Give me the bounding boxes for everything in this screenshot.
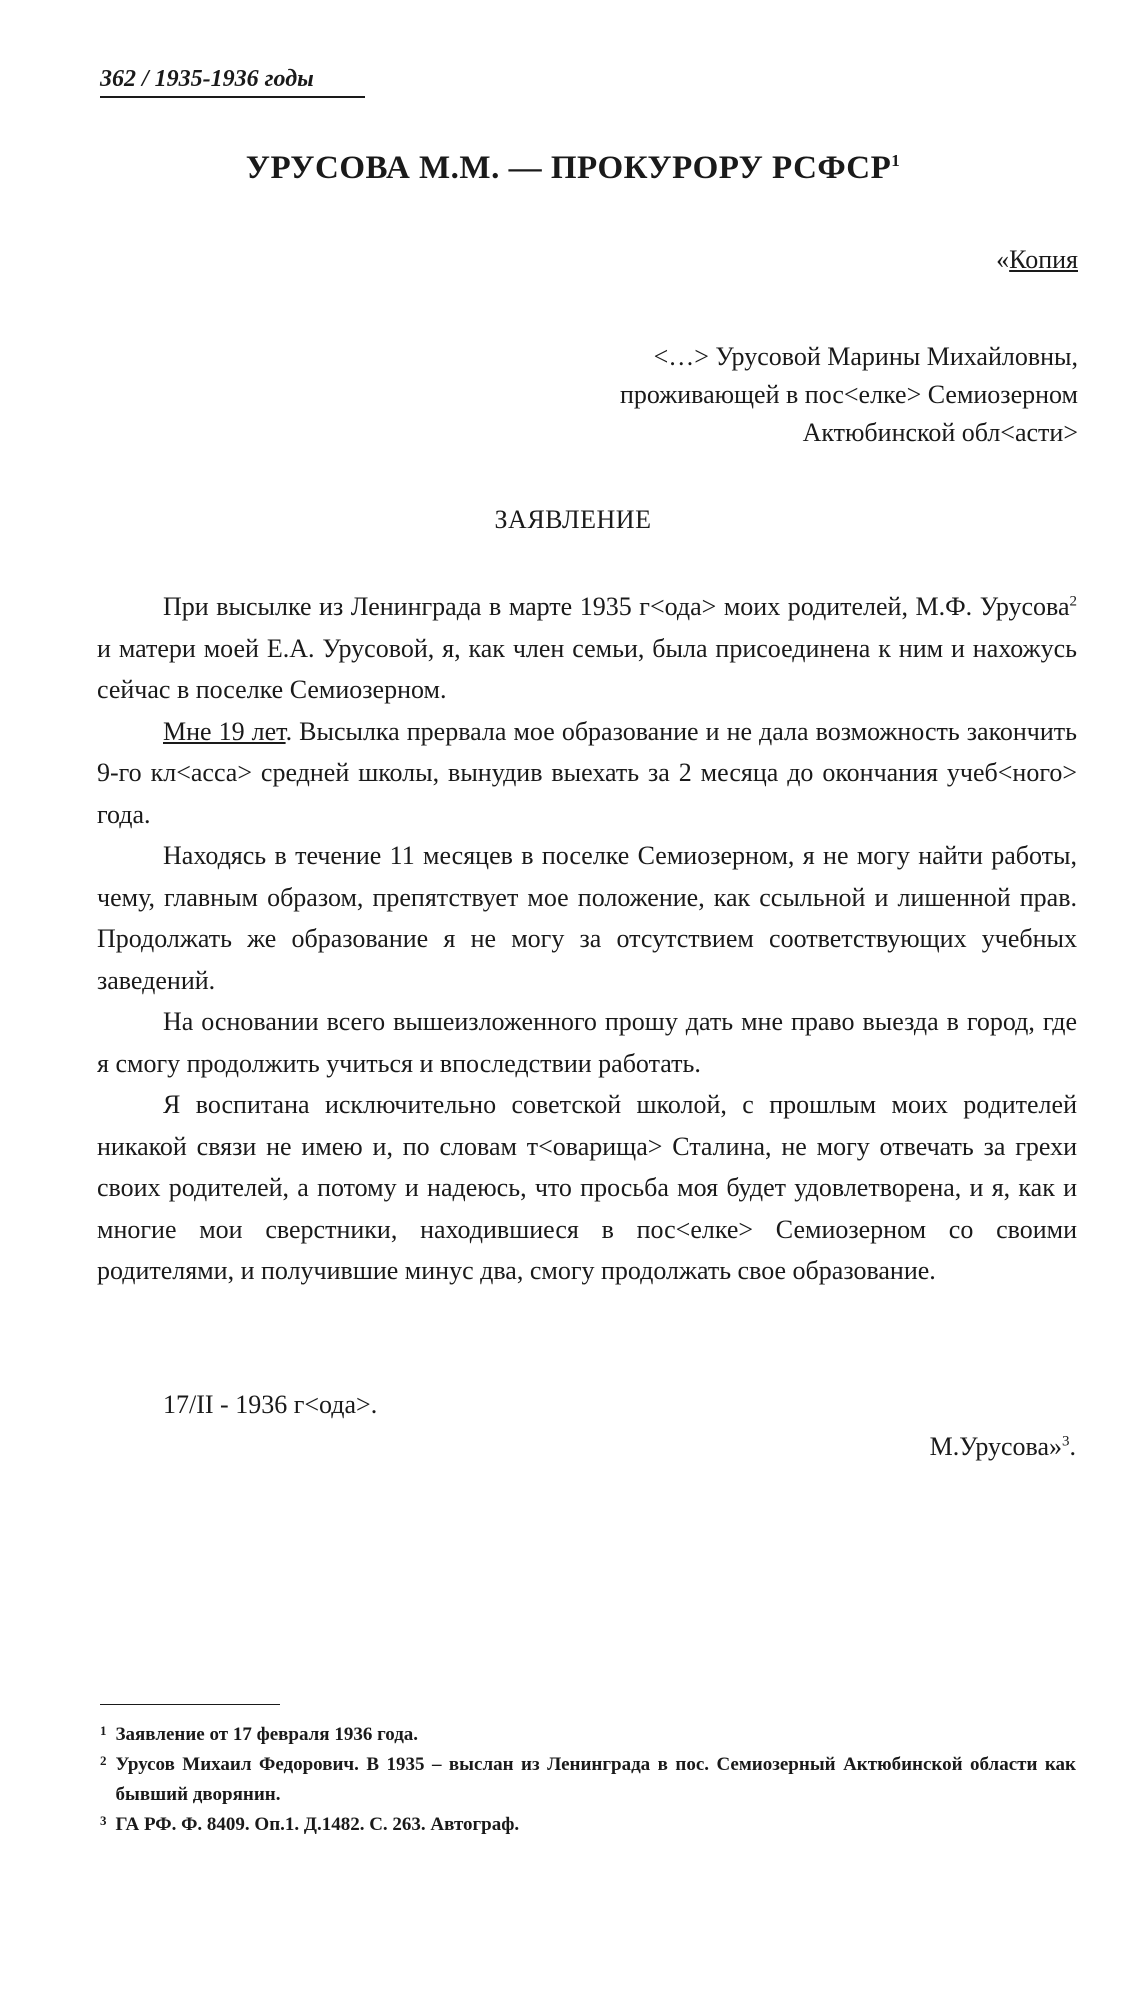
paragraph (97, 711, 1077, 836)
addressee-block (620, 338, 1078, 452)
paragraph (97, 586, 1077, 711)
statement-body (97, 586, 1077, 1292)
paragraph-text: и матери моей Е.А. Урусовой, я, как член семьи, была присоединена к ним и нахожусь сейчас в поселке Семиозерном. (97, 633, 1077, 704)
date-line: 17/II - 1936 г<ода>. (163, 1390, 378, 1419)
footnote (100, 1720, 1076, 1750)
footnote (100, 1810, 1076, 1840)
title-text: УРУСОВА М.М. — ПРОКУРОРУ РСФСР (245, 150, 892, 186)
paragraph-text: При высылке из Ленинграда в марте 1935 г<ода> моих родителей, М.Ф. Урусова (163, 592, 1070, 621)
copy-quote: « (996, 245, 1010, 274)
addressee-line: проживающей в пос<елке> Семиозерном (619, 380, 1078, 409)
addressee-line: <…> Урусовой Марины Михайловны, (653, 342, 1078, 371)
footnote (100, 1750, 1076, 1810)
paragraph-text: . Высылка прервала мое образование и не дала возможность закончить 9-го кл<асса> средней школы, вынудив выехать за 2 месяца до окончания учеб<ного> года. (97, 716, 1078, 829)
copy-mark (996, 245, 1078, 275)
statement-heading: ЗАЯВЛЕНИЕ (494, 505, 652, 534)
footnote-text: ГА РФ. Ф. 8409. Оп.1. Д.1482. С. 263. Автограф. (115, 1814, 520, 1835)
footnote-divider (100, 1704, 280, 1705)
footnote-number: 1 (100, 1723, 107, 1738)
footnote-number: 2 (100, 1753, 107, 1768)
footnote-ref: 3 (1062, 1433, 1070, 1450)
underlined-phrase: Мне 19 лет (163, 716, 286, 746)
footnotes (100, 1720, 1076, 1840)
signature-text: М.Урусова» (929, 1432, 1062, 1461)
document-title (0, 150, 1146, 187)
footnote-text: Заявление от 17 февраля 1936 года. (115, 1724, 419, 1745)
paragraph: На основании всего вышеизложенного прошу дать мне право выезда в город, где я смогу продолжить учиться и впоследствии работать. (97, 1007, 1077, 1078)
paragraph: Я воспитана исключительно советской школой, с прошлым моих родителей никакой связи не имею и, по словам т<оварища> Сталина, не могу отвечать за грехи своих родителей, а потому и надеюсь, что просьба моя будет удовлетворена, и я, как и многие мои сверстники, находившиеся в пос<елке> Семиозерном со своими родителями, и получившие минус два, смогу продолжать свое образование. (97, 1090, 1077, 1285)
footnote-number: 3 (100, 1813, 107, 1828)
signature (930, 1432, 1076, 1462)
running-head: 362 / 1935-1936 годы (100, 66, 365, 98)
signature-end: . (1069, 1432, 1076, 1461)
title-footnote-ref: 1 (891, 151, 901, 170)
addressee-line: Актюбинской обл<асти> (802, 418, 1078, 447)
paragraph: Находясь в течение 11 месяцев в поселке Семиозерном, я не могу найти работы, чему, главным образом, препятствует мое положение, как ссыльной и лишенной прав. Продолжать же образование я не могу за отсутствием соответствующих учебных заведений. (97, 841, 1077, 995)
copy-word: Копия (1009, 245, 1078, 274)
footnote-ref: 2 (1069, 593, 1077, 610)
footnote-text: Урусов Михаил Федорович. В 1935 – выслан из Ленинграда в пос. Семиозерный Актюбинской области как бывший дворянин. (115, 1754, 1076, 1805)
